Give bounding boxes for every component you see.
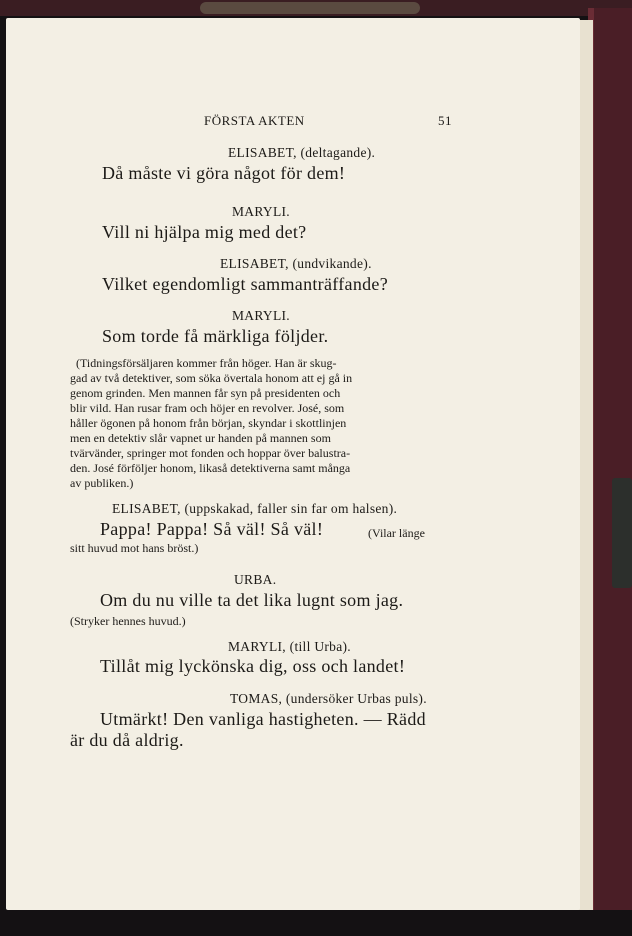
binding-band bbox=[612, 478, 632, 588]
running-header: FÖRSTA AKTEN bbox=[204, 113, 305, 128]
dialogue-line: Då måste vi göra något för dem! bbox=[102, 163, 346, 183]
dialogue-line: Vilket egendomligt sammanträffande? bbox=[102, 274, 388, 294]
stage-direction-inline: (Vilar länge bbox=[368, 526, 425, 540]
book-cover-top bbox=[0, 0, 632, 16]
stage-direction-line: av publiken.) bbox=[70, 476, 134, 490]
stage-direction-line: sitt huvud mot hans bröst.) bbox=[70, 541, 199, 555]
dialogue-line: Tillåt mig lyckönska dig, oss och landet! bbox=[100, 656, 406, 676]
speaker-line: MARYLI, (till Urba). bbox=[228, 639, 351, 654]
binding-clasp bbox=[200, 2, 420, 14]
stage-direction-line: tvärvänder, springer mot fonden och hoppar över balustra- bbox=[70, 446, 351, 460]
speaker-line: ELISABET, (deltagande). bbox=[228, 145, 376, 160]
dialogue-line: Vill ni hjälpa mig med det? bbox=[102, 222, 307, 242]
stage-direction-line: (Stryker hennes huvud.) bbox=[70, 614, 186, 628]
book-page bbox=[6, 18, 580, 910]
speaker-line: ELISABET, (undvikande). bbox=[220, 256, 372, 271]
dialogue-line: Om du nu ville ta det lika lugnt som jag. bbox=[100, 590, 404, 610]
page-number: 51 bbox=[438, 113, 452, 128]
stage-direction-line: (Tidningsförsäljaren kommer från höger. Han är skug- bbox=[76, 356, 337, 370]
speaker-line: MARYLI. bbox=[232, 204, 290, 219]
stage-direction-line: gad av två detektiver, som söka övertala honom att ej gå in bbox=[70, 371, 353, 385]
book-binding bbox=[588, 8, 632, 910]
dialogue-line: Utmärkt! Den vanliga hastigheten. — Rädd bbox=[100, 709, 426, 729]
speaker-line: ELISABET, (uppskakad, faller sin far om halsen). bbox=[112, 501, 398, 516]
dialogue-line: är du då aldrig. bbox=[70, 730, 184, 750]
speaker-line: MARYLI. bbox=[232, 308, 290, 323]
stage-direction-line: genom grinden. Men mannen får syn på presidenten och bbox=[70, 386, 341, 400]
dialogue-line: Som torde få märkliga följder. bbox=[102, 326, 329, 346]
stage-direction-line: men en detektiv slår vapnet ur handen på mannen som bbox=[70, 431, 331, 445]
dialogue-line: Pappa! Pappa! Så väl! Så väl! bbox=[100, 519, 324, 539]
stage-direction-line: håller ögonen på honom från början, skyndar i skottlinjen bbox=[70, 416, 347, 430]
stage-direction-line: den. José förföljer honom, likaså detektiverna samt många bbox=[70, 461, 351, 475]
stage-direction-line: blir vild. Han rusar fram och höjer en revolver. José, som bbox=[70, 401, 345, 415]
speaker-line: TOMAS, (undersöker Urbas puls). bbox=[230, 691, 427, 706]
speaker-line: URBA. bbox=[234, 572, 277, 587]
